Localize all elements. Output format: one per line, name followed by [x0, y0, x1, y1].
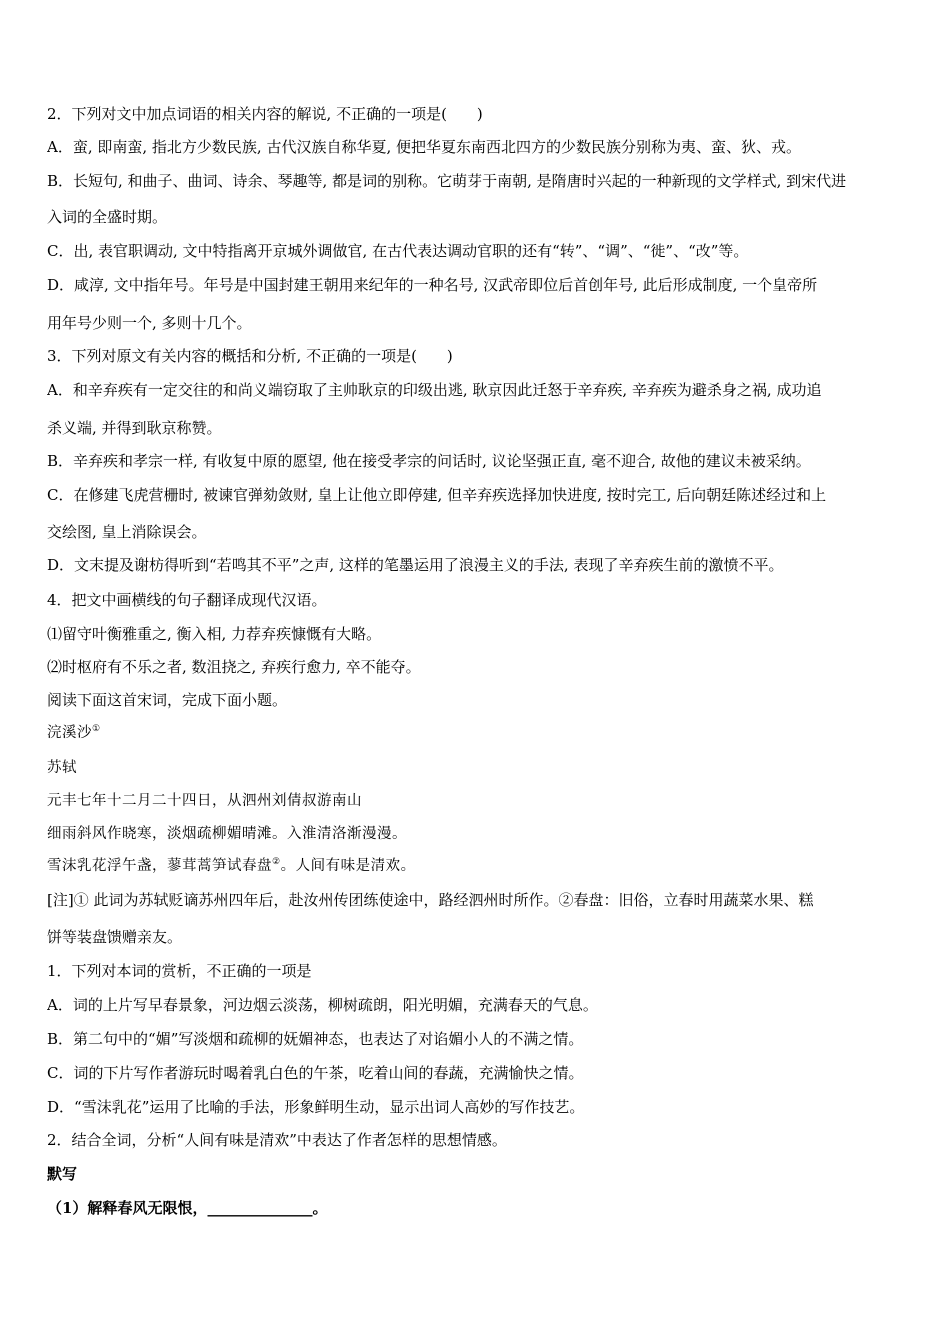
poem-question-1-option-a: A．词的上片写早春景象，河边烟云淡荡，柳树疏朗，阳光明媚，充满春天的气息。 — [47, 996, 598, 1014]
question-2-stem: 2．下列对文中加点词语的相关内容的解说, 不正确的一项是( ) — [47, 105, 483, 123]
question-4-stem: 4．把文中画横线的句子翻译成现代汉语。 — [47, 591, 327, 609]
question-2-option-b-cont: 入词的全盛时期。 — [47, 208, 168, 226]
question-3-option-d: D．文末提及谢枋得听到“若鸣其不平”之声, 这样的笔墨运用了浪漫主义的手法, 表现了辛弃疾生前的激愤不平。 — [47, 556, 784, 574]
poem-line-1: 细雨斜风作晓寒，淡烟疏柳媚晴滩。入淮清洛渐漫漫。 — [47, 826, 407, 842]
poem-question-2: 2．结合全词，分析“人间有味是清欢”中表达了作者怎样的思想情感。 — [47, 1131, 507, 1149]
question-3-option-c-cont: 交绘图, 皇上消除误会。 — [47, 523, 207, 541]
question-3-option-b: B．辛弃疾和孝宗一样, 有收复中原的愿望, 他在接受孝宗的问话时, 议论坚强正直, 毫不迎合, 故他的建议未被采纳。 — [47, 452, 811, 470]
question-4-sentence-2: ⑵时枢府有不乐之者, 数沮挠之, 弃疾行愈力, 卒不能夺。 — [47, 658, 421, 676]
poem-line-2 — [47, 856, 910, 876]
section-heading: 默写 — [47, 1165, 78, 1183]
poem-notes-cont: 饼等装盘馈赠亲友。 — [47, 928, 183, 946]
question-3-option-a-cont: 杀义端, 并得到耿京称赞。 — [47, 419, 222, 437]
reading-instruction: 阅读下面这首宋词，完成下面小题。 — [47, 691, 288, 709]
poem-title-text: 浣溪沙 — [47, 725, 92, 741]
poem-question-1-option-d: D．“雪沫乳花”运用了比喻的手法，形象鲜明生动，显示出词人高妙的写作技艺。 — [47, 1098, 585, 1116]
poem-title — [47, 723, 910, 743]
poem-title-note: ① — [92, 724, 101, 735]
question-3-stem: 3．下列对原文有关内容的概括和分析, 不正确的一项是( ) — [47, 347, 453, 365]
question-2-option-b: B．长短句, 和曲子、曲词、诗余、琴趣等, 都是词的别称。它萌芽于南朝, 是隋唐时兴起的一种新现的文学样式, 到宋代进 — [47, 172, 847, 190]
poem-line-2-part-a: 雪沫乳花浮午盏，蓼茸蒿笋试春盘 — [47, 858, 272, 874]
poem-line-2-note: ② — [272, 857, 281, 868]
question-2-option-a: A．蛮, 即南蛮, 指北方少数民族, 古代汉族自称华夏, 便把华夏东南西北四方的少数民族分别称为夷、蛮、狄、戎。 — [47, 138, 801, 156]
question-3-option-a: A．和辛弃疾有一定交往的和尚义端窃取了主帅耿京的印级出逃, 耿京因此迁怒于辛弃疾, 辛弃疾为避杀身之祸, 成功追 — [47, 381, 822, 399]
poem-question-1-option-b: B．第二句中的“媚”写淡烟和疏柳的妩媚神态，也表达了对谄媚小人的不满之情。 — [47, 1030, 584, 1048]
poem-author: 苏轼 — [47, 760, 77, 776]
question-2-option-d-cont: 用年号少则一个, 多则十几个。 — [47, 314, 252, 332]
poem-question-1-stem: 1．下列对本词的赏析，不正确的一项是 — [47, 962, 312, 980]
poem-notes: [注]① 此词为苏轼贬谪苏州四年后，赴汝州传团练使途中，路经泗州时所作。②春盘：旧俗，立春时用蔬菜水果、糕 — [47, 891, 814, 909]
dictation-item-1: （1）解释春风无限恨，______________。 — [47, 1199, 328, 1217]
poem-preface: 元丰七年十二月二十四日，从泗州刘倩叔游南山 — [47, 793, 362, 809]
question-2-option-c: C．出, 表官职调动, 文中特指离开京城外调做官, 在古代表达调动官职的还有“转”、“调”、“徙”、“改”等。 — [47, 242, 749, 260]
question-3-option-c: C．在修建飞虎营栅时, 被谏官弹劾敛财, 皇上让他立即停建, 但辛弃疾选择加快进度, 按时完工, 后向朝廷陈述经过和上 — [47, 486, 827, 504]
poem-question-1-option-c: C．词的下片写作者游玩时喝着乳白色的午茶，吃着山间的春蔬，充满愉快之情。 — [47, 1064, 584, 1082]
question-4-sentence-1: ⑴留守叶衡雅重之, 衡入相, 力荐弃疾慷慨有大略。 — [47, 625, 382, 643]
poem-line-2-part-b: 。人间有味是清欢。 — [280, 858, 416, 874]
question-2-option-d: D．咸淳, 文中指年号。年号是中国封建王朝用来纪年的一种名号, 汉武帝即位后首创年号, 此后形成制度, 一个皇帝所 — [47, 276, 818, 294]
